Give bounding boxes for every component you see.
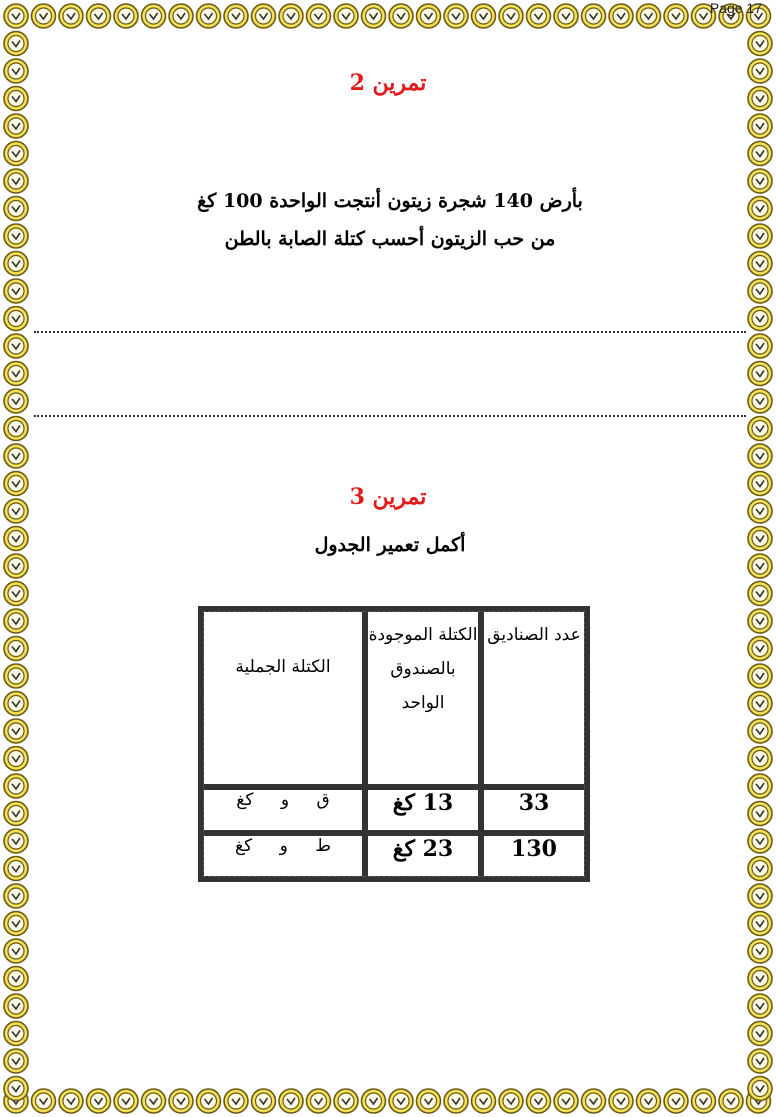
clock-icon	[748, 994, 772, 1018]
clock-icon	[114, 1089, 138, 1113]
exercise-2-title: تمرين 2	[349, 70, 427, 96]
clock-icon	[748, 169, 772, 193]
clock-icon	[87, 1089, 111, 1113]
clock-icon	[748, 527, 772, 551]
clock-icon	[582, 1089, 606, 1113]
clock-icon	[87, 4, 111, 28]
clock-icon	[252, 4, 276, 28]
table-header-row	[201, 609, 587, 787]
clock-icon	[4, 609, 28, 633]
clock-icon	[32, 1089, 56, 1113]
clock-icon	[252, 1089, 276, 1113]
clock-icon	[637, 4, 661, 28]
clock-icon	[4, 747, 28, 771]
clock-icon	[748, 884, 772, 908]
clock-icon	[748, 719, 772, 743]
exercise-2-text	[60, 182, 720, 258]
clock-icon	[748, 1077, 772, 1101]
clock-icon	[748, 829, 772, 853]
clock-icon	[499, 1089, 523, 1113]
clock-icon	[4, 114, 28, 138]
clock-icon	[719, 1089, 743, 1113]
clock-icon	[748, 252, 772, 276]
clock-icon	[748, 912, 772, 936]
clock-icon	[748, 747, 772, 771]
clock-icon	[389, 1089, 413, 1113]
clock-icon	[4, 802, 28, 826]
clock-icon	[417, 1089, 441, 1113]
clock-icon	[4, 967, 28, 991]
clock-icon	[417, 4, 441, 28]
clock-icon	[748, 664, 772, 688]
clock-icon	[4, 664, 28, 688]
clock-icon	[637, 1089, 661, 1113]
clock-icon	[4, 252, 28, 276]
clock-icon	[4, 829, 28, 853]
clock-icon	[169, 1089, 193, 1113]
clock-icon	[362, 4, 386, 28]
clock-icon	[748, 1049, 772, 1073]
clock-icon	[4, 307, 28, 331]
clock-icon	[692, 1089, 716, 1113]
clock-icon	[114, 4, 138, 28]
exercise-3-instruction: أكمل تعمير الجدول	[314, 534, 466, 556]
table-row	[201, 833, 587, 879]
clock-icon	[4, 279, 28, 303]
clock-icon	[748, 362, 772, 386]
clock-icon	[664, 4, 688, 28]
header-total-mass: الكتلة الجملية	[201, 609, 365, 787]
cell-unit-mass: 23 كغ	[365, 833, 481, 879]
clock-icon	[664, 1089, 688, 1113]
clock-icon	[4, 692, 28, 716]
clock-icon	[609, 4, 633, 28]
clock-icon	[59, 4, 83, 28]
clock-icon	[4, 1077, 28, 1101]
clock-icon	[609, 1089, 633, 1113]
clock-icon	[444, 1089, 468, 1113]
clock-icon	[4, 582, 28, 606]
clock-icon	[4, 32, 28, 56]
clock-icon	[748, 224, 772, 248]
clock-icon	[4, 637, 28, 661]
clock-icon	[169, 4, 193, 28]
clock-icon	[307, 4, 331, 28]
clock-icon	[334, 4, 358, 28]
clock-icon	[748, 334, 772, 358]
clock-icon	[472, 1089, 496, 1113]
clock-icon	[554, 4, 578, 28]
cell-total-mass[interactable]	[201, 787, 365, 833]
clock-icon	[4, 884, 28, 908]
clock-icon	[4, 857, 28, 881]
clock-icon	[748, 32, 772, 56]
clock-icon	[444, 4, 468, 28]
unit-label: كغ	[236, 790, 254, 810]
cell-boxes: 130	[481, 833, 587, 879]
clock-icon	[142, 1089, 166, 1113]
clock-icon	[4, 197, 28, 221]
clock-icon	[4, 994, 28, 1018]
clock-icon	[748, 774, 772, 798]
exercise-3-title: تمرين 3	[349, 484, 427, 510]
clock-icon	[4, 362, 28, 386]
clock-icon	[748, 582, 772, 606]
clock-icon	[582, 4, 606, 28]
clock-icon	[4, 719, 28, 743]
clock-icon	[4, 142, 28, 166]
clock-icon	[224, 1089, 248, 1113]
clock-icon	[4, 912, 28, 936]
clock-icon	[224, 4, 248, 28]
clock-icon	[748, 554, 772, 578]
conjunction-label: و	[280, 790, 290, 810]
clock-icon	[142, 4, 166, 28]
clock-icon	[4, 554, 28, 578]
answer-line-2	[34, 415, 746, 417]
clock-icon	[4, 417, 28, 441]
unit-label: ط	[315, 836, 331, 856]
clock-icon	[279, 1089, 303, 1113]
clock-icon	[334, 1089, 358, 1113]
clock-icon	[527, 4, 551, 28]
clock-icon	[279, 4, 303, 28]
clock-icon	[748, 307, 772, 331]
clock-icon	[4, 939, 28, 963]
header-unit-mass: الكتلة الموجودة بالصندوق الواحد	[365, 609, 481, 787]
unit-label: كغ	[235, 836, 253, 856]
clock-icon	[4, 1022, 28, 1046]
page-number: Page 17	[709, 0, 762, 16]
clock-icon	[59, 1089, 83, 1113]
clock-icon	[748, 609, 772, 633]
clock-icon	[499, 4, 523, 28]
clock-icon	[4, 224, 28, 248]
answer-line-1	[34, 331, 746, 333]
exercise-2-line-1: بأرض 140 شجرة زيتون أنتجت الواحدة 100 كغ	[197, 190, 583, 212]
clock-icon	[748, 967, 772, 991]
clock-icon	[554, 1089, 578, 1113]
clock-icon	[4, 4, 28, 28]
clock-icon	[748, 142, 772, 166]
clock-icon	[362, 1089, 386, 1113]
clock-icon	[4, 389, 28, 413]
clock-icon	[4, 527, 28, 551]
clock-icon	[748, 939, 772, 963]
clock-icon	[4, 774, 28, 798]
clock-icon	[527, 1089, 551, 1113]
clock-icon	[197, 4, 221, 28]
cell-unit-mass: 13 كغ	[365, 787, 481, 833]
cell-total-mass[interactable]	[201, 833, 365, 879]
clock-icon	[748, 279, 772, 303]
clock-icon	[32, 4, 56, 28]
exercise-2-line-2: من حب الزيتون أحسب كتلة الصابة بالطن	[224, 228, 556, 250]
clock-icon	[389, 4, 413, 28]
clock-icon	[748, 197, 772, 221]
clock-icon	[748, 637, 772, 661]
clock-icon	[4, 169, 28, 193]
completion-table	[198, 606, 590, 882]
clock-icon	[748, 802, 772, 826]
clock-icon	[307, 1089, 331, 1113]
clock-icon	[748, 114, 772, 138]
clock-icon	[748, 389, 772, 413]
clock-icon	[4, 334, 28, 358]
clock-icon	[748, 1022, 772, 1046]
table-row	[201, 787, 587, 833]
cell-boxes: 33	[481, 787, 587, 833]
clock-icon	[748, 444, 772, 468]
clock-icon	[748, 857, 772, 881]
clock-icon	[197, 1089, 221, 1113]
clock-icon	[748, 417, 772, 441]
unit-label: ق	[316, 790, 330, 810]
conjunction-label: و	[279, 836, 288, 856]
clock-icon	[748, 692, 772, 716]
clock-icon	[4, 1049, 28, 1073]
clock-icon	[4, 444, 28, 468]
clock-icon	[472, 4, 496, 28]
header-box-count: عدد الصناديق	[481, 609, 587, 787]
